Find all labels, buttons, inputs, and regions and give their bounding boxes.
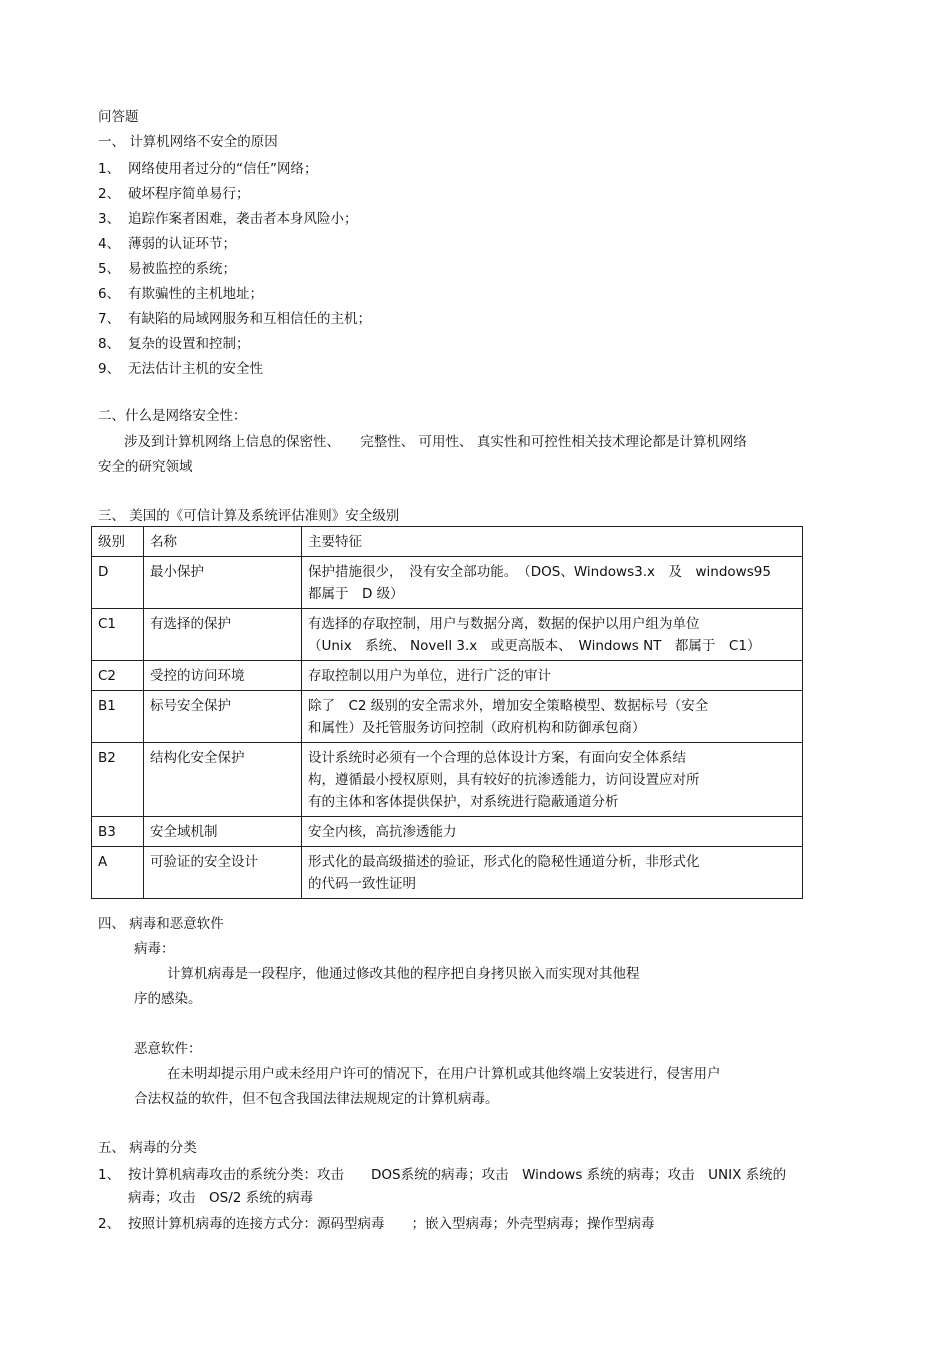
security-levels-table bbox=[91, 526, 803, 899]
virus-label: 病毒： bbox=[134, 941, 175, 957]
list-item: 3、 追踪作案者困难，袭击者本身风险小； bbox=[98, 211, 358, 227]
malware-definition-line-1: 在未明却提示用户或未经用户许可的情况下，在用户计算机或其他终端上安装进行，侵害用户 bbox=[167, 1066, 721, 1082]
name-cell: 安全域机制 bbox=[144, 817, 302, 847]
list-item: 5、 易被监控的系统； bbox=[98, 261, 236, 277]
table-row bbox=[92, 847, 803, 899]
level-cell: B3 bbox=[92, 817, 144, 847]
section-2-text-line-2: 安全的研究领域 bbox=[98, 459, 193, 475]
table-row bbox=[92, 817, 803, 847]
section-2-heading: 二、什么是网络安全性： bbox=[98, 408, 247, 424]
level-cell: B2 bbox=[92, 743, 144, 817]
table-row bbox=[92, 691, 803, 743]
feature-cell: 存取控制以用户为单位，进行广泛的审计 bbox=[302, 661, 803, 691]
malware-definition-line-2: 合法权益的软件，但不包含我国法律法规规定的计算机病毒。 bbox=[134, 1091, 499, 1107]
feature-cell: 安全内核，高抗渗透能力 bbox=[302, 817, 803, 847]
section-3-heading: 三、 美国的《可信计算及系统评估准则》安全级别 bbox=[98, 508, 400, 524]
list-item: 2、 破坏程序简单易行； bbox=[98, 186, 250, 202]
name-cell: 结构化安全保护 bbox=[144, 743, 302, 817]
list-item: 6、 有欺骗性的主机地址； bbox=[98, 286, 263, 302]
virus-definition-line-2: 序的感染。 bbox=[134, 991, 202, 1007]
list-item: 8、 复杂的设置和控制； bbox=[98, 336, 250, 352]
name-cell: 可验证的安全设计 bbox=[144, 847, 302, 899]
table-row bbox=[92, 661, 803, 691]
section-2-text-line-1: 涉及到计算机网络上信息的保密性、 完整性、 可用性、 真实性和可控性相关技术理论都是计算机网络 bbox=[124, 434, 747, 450]
header-name: 名称 bbox=[144, 527, 302, 557]
feature-cell: 形式化的最高级描述的验证，形式化的隐秘性通道分析，非形式化 的代码一致性证明 bbox=[302, 847, 803, 899]
document-title: 问答题 bbox=[98, 109, 139, 125]
header-feature: 主要特征 bbox=[302, 527, 803, 557]
level-cell: A bbox=[92, 847, 144, 899]
classification-item-2-line-1: 按照计算机病毒的连接方式分：源码型病毒 ；嵌入型病毒；外壳型病毒；操作型病毒 bbox=[128, 1216, 655, 1232]
feature-cell: 保护措施很少， 没有安全部功能。 （DOS、Windows3.x 及 windows95 都属于 D 级） bbox=[302, 557, 803, 609]
list-item: 9、 无法估计主机的安全性 bbox=[98, 361, 263, 377]
list-item: 4、 薄弱的认证环节； bbox=[98, 236, 236, 252]
classification-item-2-number: 2、 bbox=[98, 1216, 121, 1232]
virus-definition-line-1: 计算机病毒是一段程序，他通过修改其他的程序把自身拷贝嵌入而实现对其他程 bbox=[167, 966, 640, 982]
list-item: 7、 有缺陷的局域网服务和互相信任的主机； bbox=[98, 311, 371, 327]
list-item: 1、 网络使用者过分的“信任”网络； bbox=[98, 161, 318, 177]
level-cell: D bbox=[92, 557, 144, 609]
table-row bbox=[92, 609, 803, 661]
table-row bbox=[92, 557, 803, 609]
name-cell: 最小保护 bbox=[144, 557, 302, 609]
feature-cell: 设计系统时必须有一个合理的总体设计方案，有面向安全体系结 构，遵循最小授权原则，具有较好的抗渗透能力，访问设置应对所 有的主体和客体提供保护，对系统进行隐蔽通道分析 bbox=[302, 743, 803, 817]
name-cell: 有选择的保护 bbox=[144, 609, 302, 661]
level-cell: B1 bbox=[92, 691, 144, 743]
table-header-row bbox=[92, 527, 803, 557]
feature-cell: 除了 C2 级别的安全需求外，增加安全策略模型、数据标号（安全 和属性）及托管服务访问控制（政府机构和防御承包商） bbox=[302, 691, 803, 743]
classification-item-1-line-2: 病毒；攻击 OS/2 系统的病毒 bbox=[128, 1190, 314, 1206]
feature-cell: 有选择的存取控制，用户与数据分离，数据的保护以用户组为单位 （Unix 系统、 Novell 3.x 或更高版本、 Windows NT 都属于 C1） bbox=[302, 609, 803, 661]
name-cell: 受控的访问环境 bbox=[144, 661, 302, 691]
section-5-heading: 五、 病毒的分类 bbox=[98, 1140, 197, 1156]
level-cell: C2 bbox=[92, 661, 144, 691]
classification-item-1-line-1: 按计算机病毒攻击的系统分类：攻击 DOS系统的病毒；攻击 Windows 系统的病毒；攻击 UNIX 系统的 bbox=[128, 1167, 787, 1183]
classification-item-1-number: 1、 bbox=[98, 1167, 121, 1183]
section-4-heading: 四、 病毒和恶意软件 bbox=[98, 916, 224, 932]
header-level: 级别 bbox=[92, 527, 144, 557]
name-cell: 标号安全保护 bbox=[144, 691, 302, 743]
level-cell: C1 bbox=[92, 609, 144, 661]
table-row bbox=[92, 743, 803, 817]
malware-label: 恶意软件： bbox=[134, 1041, 202, 1057]
section-1-heading: 一、 计算机网络不安全的原因 bbox=[98, 134, 278, 150]
